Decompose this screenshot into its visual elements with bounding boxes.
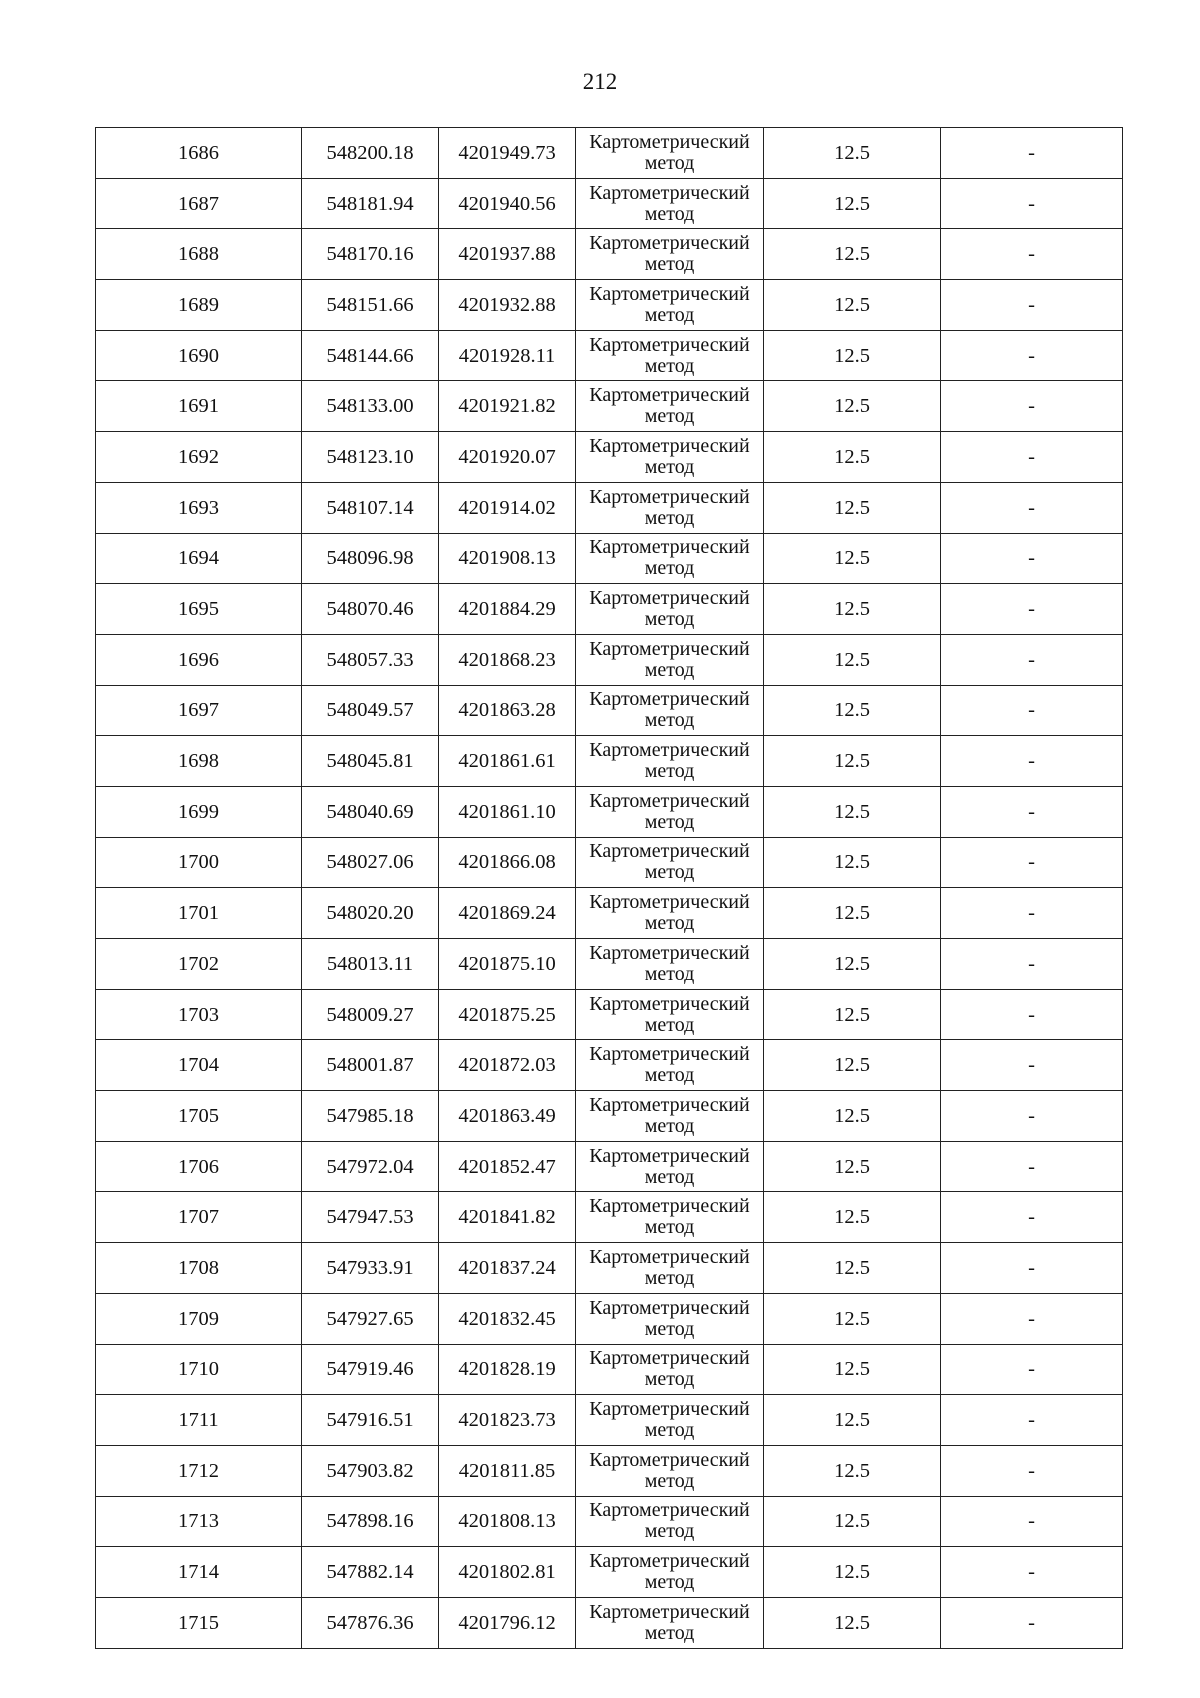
- accuracy-cell: 12.5: [764, 837, 941, 888]
- method-text-line2: метод: [644, 1064, 695, 1087]
- accuracy-cell: 12.5: [764, 330, 941, 381]
- table-row: [96, 1597, 1123, 1648]
- x-coordinate-cell: 548057.33: [302, 634, 439, 685]
- accuracy-cell: 12.5: [764, 685, 941, 736]
- y-coordinate-cell: 4201832.45: [439, 1293, 576, 1344]
- table-row: [96, 888, 1123, 939]
- point-number-cell: 1702: [96, 939, 302, 990]
- note-cell: -: [941, 939, 1123, 990]
- method-cell: [576, 280, 764, 331]
- accuracy-cell: 12.5: [764, 280, 941, 331]
- point-number-cell: 1705: [96, 1091, 302, 1142]
- method-text-line2: метод: [644, 506, 695, 529]
- note-cell: -: [941, 280, 1123, 331]
- table-row: [96, 1243, 1123, 1294]
- accuracy-cell: 12.5: [764, 634, 941, 685]
- note-cell: -: [941, 229, 1123, 280]
- method-text-line2: метод: [644, 709, 695, 732]
- note-cell: -: [941, 1192, 1123, 1243]
- method-text-line1: Картометрический: [589, 333, 750, 356]
- method-text-line2: метод: [644, 962, 695, 985]
- y-coordinate-cell: 4201875.25: [439, 989, 576, 1040]
- point-number-cell: 1709: [96, 1293, 302, 1344]
- x-coordinate-cell: 548020.20: [302, 888, 439, 939]
- method-text-line2: метод: [644, 202, 695, 225]
- method-text-line1: Картометрический: [589, 1550, 750, 1573]
- x-coordinate-cell: 548045.81: [302, 736, 439, 787]
- x-coordinate-cell: 547882.14: [302, 1547, 439, 1598]
- method-cell: [576, 989, 764, 1040]
- method-text-line1: Картометрический: [589, 181, 750, 204]
- y-coordinate-cell: 4201908.13: [439, 533, 576, 584]
- y-coordinate-cell: 4201949.73: [439, 128, 576, 179]
- y-coordinate-cell: 4201914.02: [439, 482, 576, 533]
- table-row: [96, 1344, 1123, 1395]
- note-cell: -: [941, 1040, 1123, 1091]
- x-coordinate-cell: 548151.66: [302, 280, 439, 331]
- method-cell: [576, 330, 764, 381]
- point-number-cell: 1692: [96, 432, 302, 483]
- y-coordinate-cell: 4201868.23: [439, 634, 576, 685]
- method-text-line1: Картометрический: [589, 1448, 750, 1471]
- method-cell: [576, 837, 764, 888]
- x-coordinate-cell: 547972.04: [302, 1141, 439, 1192]
- method-text-line1: Картометрический: [589, 688, 750, 711]
- y-coordinate-cell: 4201863.49: [439, 1091, 576, 1142]
- method-cell: [576, 736, 764, 787]
- table-row: [96, 1091, 1123, 1142]
- table-row: [96, 634, 1123, 685]
- point-number-cell: 1715: [96, 1597, 302, 1648]
- x-coordinate-cell: 548107.14: [302, 482, 439, 533]
- point-number-cell: 1707: [96, 1192, 302, 1243]
- y-coordinate-cell: 4201802.81: [439, 1547, 576, 1598]
- method-cell: [576, 1395, 764, 1446]
- table-row: [96, 786, 1123, 837]
- accuracy-cell: 12.5: [764, 178, 941, 229]
- y-coordinate-cell: 4201872.03: [439, 1040, 576, 1091]
- y-coordinate-cell: 4201866.08: [439, 837, 576, 888]
- table-row: [96, 1547, 1123, 1598]
- accuracy-cell: 12.5: [764, 1344, 941, 1395]
- x-coordinate-cell: 547903.82: [302, 1445, 439, 1496]
- point-number-cell: 1697: [96, 685, 302, 736]
- table-row: [96, 1395, 1123, 1446]
- point-number-cell: 1712: [96, 1445, 302, 1496]
- accuracy-cell: 12.5: [764, 1597, 941, 1648]
- note-cell: -: [941, 533, 1123, 584]
- method-text-line2: метод: [644, 1419, 695, 1442]
- note-cell: -: [941, 330, 1123, 381]
- table-row: [96, 280, 1123, 331]
- x-coordinate-cell: 548070.46: [302, 584, 439, 635]
- accuracy-cell: 12.5: [764, 888, 941, 939]
- method-text-line1: Картометрический: [589, 1043, 750, 1066]
- method-cell: [576, 634, 764, 685]
- method-cell: [576, 685, 764, 736]
- point-number-cell: 1708: [96, 1243, 302, 1294]
- method-cell: [576, 1445, 764, 1496]
- method-text-line1: Картометрический: [589, 485, 750, 508]
- method-text-line2: метод: [644, 760, 695, 783]
- point-number-cell: 1690: [96, 330, 302, 381]
- method-text-line1: Картометрический: [589, 1600, 750, 1623]
- method-cell: [576, 533, 764, 584]
- method-text-line1: Картометрический: [589, 384, 750, 407]
- x-coordinate-cell: 548170.16: [302, 229, 439, 280]
- method-text-line2: метод: [644, 253, 695, 276]
- x-coordinate-cell: 548133.00: [302, 381, 439, 432]
- x-coordinate-cell: 548040.69: [302, 786, 439, 837]
- x-coordinate-cell: 548009.27: [302, 989, 439, 1040]
- point-number-cell: 1695: [96, 584, 302, 635]
- method-text-line2: метод: [644, 405, 695, 428]
- method-text-line2: метод: [644, 151, 695, 174]
- method-text-line1: Картометрический: [589, 1093, 750, 1116]
- note-cell: -: [941, 1547, 1123, 1598]
- method-cell: [576, 1496, 764, 1547]
- method-text-line2: метод: [644, 1368, 695, 1391]
- method-text-line1: Картометрический: [589, 1398, 750, 1421]
- y-coordinate-cell: 4201869.24: [439, 888, 576, 939]
- method-cell: [576, 178, 764, 229]
- method-text-line1: Картометрический: [589, 891, 750, 914]
- point-number-cell: 1703: [96, 989, 302, 1040]
- method-text-line1: Картометрический: [589, 232, 750, 255]
- note-cell: -: [941, 482, 1123, 533]
- note-cell: -: [941, 1344, 1123, 1395]
- table-row: [96, 1445, 1123, 1496]
- y-coordinate-cell: 4201811.85: [439, 1445, 576, 1496]
- note-cell: -: [941, 1141, 1123, 1192]
- point-number-cell: 1714: [96, 1547, 302, 1598]
- method-text-line2: метод: [644, 1621, 695, 1644]
- method-text-line2: метод: [644, 354, 695, 377]
- point-number-cell: 1701: [96, 888, 302, 939]
- point-number-cell: 1691: [96, 381, 302, 432]
- table-row: [96, 229, 1123, 280]
- x-coordinate-cell: 547919.46: [302, 1344, 439, 1395]
- accuracy-cell: 12.5: [764, 584, 941, 635]
- method-cell: [576, 939, 764, 990]
- y-coordinate-cell: 4201796.12: [439, 1597, 576, 1648]
- x-coordinate-cell: 548144.66: [302, 330, 439, 381]
- accuracy-cell: 12.5: [764, 1293, 941, 1344]
- point-number-cell: 1700: [96, 837, 302, 888]
- method-text-line1: Картометрический: [589, 789, 750, 812]
- accuracy-cell: 12.5: [764, 1547, 941, 1598]
- method-text-line2: метод: [644, 1165, 695, 1188]
- accuracy-cell: 12.5: [764, 939, 941, 990]
- note-cell: -: [941, 432, 1123, 483]
- method-cell: [576, 584, 764, 635]
- point-number-cell: 1713: [96, 1496, 302, 1547]
- table-row: [96, 533, 1123, 584]
- note-cell: -: [941, 989, 1123, 1040]
- y-coordinate-cell: 4201823.73: [439, 1395, 576, 1446]
- note-cell: -: [941, 381, 1123, 432]
- method-cell: [576, 482, 764, 533]
- method-text-line1: Картометрический: [589, 637, 750, 660]
- method-text-line2: метод: [644, 1317, 695, 1340]
- coordinates-table: [95, 127, 1123, 1649]
- accuracy-cell: 12.5: [764, 1395, 941, 1446]
- accuracy-cell: 12.5: [764, 1040, 941, 1091]
- method-cell: [576, 1192, 764, 1243]
- method-text-line1: Картометрический: [589, 1245, 750, 1268]
- accuracy-cell: 12.5: [764, 533, 941, 584]
- note-cell: -: [941, 685, 1123, 736]
- table-row: [96, 381, 1123, 432]
- y-coordinate-cell: 4201861.10: [439, 786, 576, 837]
- method-text-line2: метод: [644, 912, 695, 935]
- accuracy-cell: 12.5: [764, 1243, 941, 1294]
- point-number-cell: 1687: [96, 178, 302, 229]
- x-coordinate-cell: 547985.18: [302, 1091, 439, 1142]
- coordinates-table-body: [96, 128, 1123, 1649]
- y-coordinate-cell: 4201937.88: [439, 229, 576, 280]
- method-text-line2: метод: [644, 1216, 695, 1239]
- note-cell: -: [941, 1243, 1123, 1294]
- method-cell: [576, 128, 764, 179]
- point-number-cell: 1706: [96, 1141, 302, 1192]
- method-text-line2: метод: [644, 1469, 695, 1492]
- note-cell: -: [941, 178, 1123, 229]
- accuracy-cell: 12.5: [764, 786, 941, 837]
- x-coordinate-cell: 548013.11: [302, 939, 439, 990]
- y-coordinate-cell: 4201828.19: [439, 1344, 576, 1395]
- table-row: [96, 1293, 1123, 1344]
- point-number-cell: 1710: [96, 1344, 302, 1395]
- page-number: 212: [582, 69, 618, 94]
- method-text-line2: метод: [644, 861, 695, 884]
- accuracy-cell: 12.5: [764, 989, 941, 1040]
- method-cell: [576, 229, 764, 280]
- method-text-line1: Картометрический: [589, 1195, 750, 1218]
- y-coordinate-cell: 4201837.24: [439, 1243, 576, 1294]
- method-cell: [576, 432, 764, 483]
- method-cell: [576, 1091, 764, 1142]
- table-row: [96, 1192, 1123, 1243]
- accuracy-cell: 12.5: [764, 381, 941, 432]
- point-number-cell: 1696: [96, 634, 302, 685]
- accuracy-cell: 12.5: [764, 1091, 941, 1142]
- table-row: [96, 432, 1123, 483]
- method-text-line2: метод: [644, 1571, 695, 1594]
- method-cell: [576, 1597, 764, 1648]
- method-cell: [576, 786, 764, 837]
- point-number-cell: 1699: [96, 786, 302, 837]
- method-cell: [576, 1293, 764, 1344]
- table-row: [96, 989, 1123, 1040]
- y-coordinate-cell: 4201920.07: [439, 432, 576, 483]
- method-text-line2: метод: [644, 608, 695, 631]
- note-cell: -: [941, 837, 1123, 888]
- accuracy-cell: 12.5: [764, 482, 941, 533]
- table-row: [96, 736, 1123, 787]
- note-cell: -: [941, 1496, 1123, 1547]
- method-cell: [576, 1243, 764, 1294]
- method-cell: [576, 1547, 764, 1598]
- note-cell: -: [941, 128, 1123, 179]
- y-coordinate-cell: 4201841.82: [439, 1192, 576, 1243]
- method-cell: [576, 1344, 764, 1395]
- method-text-line2: метод: [644, 557, 695, 580]
- note-cell: -: [941, 1091, 1123, 1142]
- note-cell: -: [941, 888, 1123, 939]
- x-coordinate-cell: 547947.53: [302, 1192, 439, 1243]
- method-text-line1: Картометрический: [589, 587, 750, 610]
- table-row: [96, 482, 1123, 533]
- method-text-line1: Картометрический: [589, 1499, 750, 1522]
- method-text-line1: Картометрический: [589, 840, 750, 863]
- note-cell: -: [941, 1395, 1123, 1446]
- accuracy-cell: 12.5: [764, 1496, 941, 1547]
- note-cell: -: [941, 786, 1123, 837]
- point-number-cell: 1688: [96, 229, 302, 280]
- y-coordinate-cell: 4201852.47: [439, 1141, 576, 1192]
- x-coordinate-cell: 548123.10: [302, 432, 439, 483]
- method-text-line1: Картометрический: [589, 941, 750, 964]
- x-coordinate-cell: 547898.16: [302, 1496, 439, 1547]
- table-row: [96, 128, 1123, 179]
- method-text-line1: Картометрический: [589, 536, 750, 559]
- note-cell: -: [941, 634, 1123, 685]
- method-text-line2: метод: [644, 1266, 695, 1289]
- y-coordinate-cell: 4201921.82: [439, 381, 576, 432]
- y-coordinate-cell: 4201808.13: [439, 1496, 576, 1547]
- y-coordinate-cell: 4201940.56: [439, 178, 576, 229]
- y-coordinate-cell: 4201884.29: [439, 584, 576, 635]
- method-text-line2: метод: [644, 1013, 695, 1036]
- method-text-line1: Картометрический: [589, 1347, 750, 1370]
- table-row: [96, 178, 1123, 229]
- note-cell: -: [941, 1293, 1123, 1344]
- method-text-line1: Картометрический: [589, 992, 750, 1015]
- accuracy-cell: 12.5: [764, 229, 941, 280]
- table-row: [96, 1141, 1123, 1192]
- point-number-cell: 1698: [96, 736, 302, 787]
- table-row: [96, 1040, 1123, 1091]
- method-text-line1: Картометрический: [589, 1296, 750, 1319]
- point-number-cell: 1704: [96, 1040, 302, 1091]
- x-coordinate-cell: 548027.06: [302, 837, 439, 888]
- method-text-line2: метод: [644, 810, 695, 833]
- note-cell: -: [941, 736, 1123, 787]
- y-coordinate-cell: 4201861.61: [439, 736, 576, 787]
- y-coordinate-cell: 4201875.10: [439, 939, 576, 990]
- method-cell: [576, 381, 764, 432]
- method-text-line2: метод: [644, 1520, 695, 1543]
- note-cell: -: [941, 1597, 1123, 1648]
- method-text-line1: Картометрический: [589, 1144, 750, 1167]
- x-coordinate-cell: 548181.94: [302, 178, 439, 229]
- x-coordinate-cell: 548001.87: [302, 1040, 439, 1091]
- method-text-line2: метод: [644, 658, 695, 681]
- y-coordinate-cell: 4201928.11: [439, 330, 576, 381]
- x-coordinate-cell: 548096.98: [302, 533, 439, 584]
- accuracy-cell: 12.5: [764, 128, 941, 179]
- method-text-line2: метод: [644, 455, 695, 478]
- accuracy-cell: 12.5: [764, 432, 941, 483]
- method-cell: [576, 1141, 764, 1192]
- accuracy-cell: 12.5: [764, 736, 941, 787]
- method-cell: [576, 888, 764, 939]
- y-coordinate-cell: 4201863.28: [439, 685, 576, 736]
- table-row: [96, 939, 1123, 990]
- point-number-cell: 1694: [96, 533, 302, 584]
- y-coordinate-cell: 4201932.88: [439, 280, 576, 331]
- x-coordinate-cell: 547927.65: [302, 1293, 439, 1344]
- table-row: [96, 1496, 1123, 1547]
- point-number-cell: 1689: [96, 280, 302, 331]
- point-number-cell: 1693: [96, 482, 302, 533]
- method-text-line2: метод: [644, 1114, 695, 1137]
- method-text-line1: Картометрический: [589, 739, 750, 762]
- method-text-line1: Картометрический: [589, 434, 750, 457]
- accuracy-cell: 12.5: [764, 1192, 941, 1243]
- x-coordinate-cell: 547916.51: [302, 1395, 439, 1446]
- x-coordinate-cell: 547933.91: [302, 1243, 439, 1294]
- method-text-line1: Картометрический: [589, 130, 750, 153]
- table-row: [96, 584, 1123, 635]
- note-cell: -: [941, 1445, 1123, 1496]
- method-text-line1: Картометрический: [589, 282, 750, 305]
- x-coordinate-cell: 548049.57: [302, 685, 439, 736]
- table-row: [96, 837, 1123, 888]
- note-cell: -: [941, 584, 1123, 635]
- method-text-line2: метод: [644, 303, 695, 326]
- accuracy-cell: 12.5: [764, 1141, 941, 1192]
- point-number-cell: 1686: [96, 128, 302, 179]
- method-cell: [576, 1040, 764, 1091]
- accuracy-cell: 12.5: [764, 1445, 941, 1496]
- x-coordinate-cell: 547876.36: [302, 1597, 439, 1648]
- x-coordinate-cell: 548200.18: [302, 128, 439, 179]
- table-row: [96, 685, 1123, 736]
- table-row: [96, 330, 1123, 381]
- point-number-cell: 1711: [96, 1395, 302, 1446]
